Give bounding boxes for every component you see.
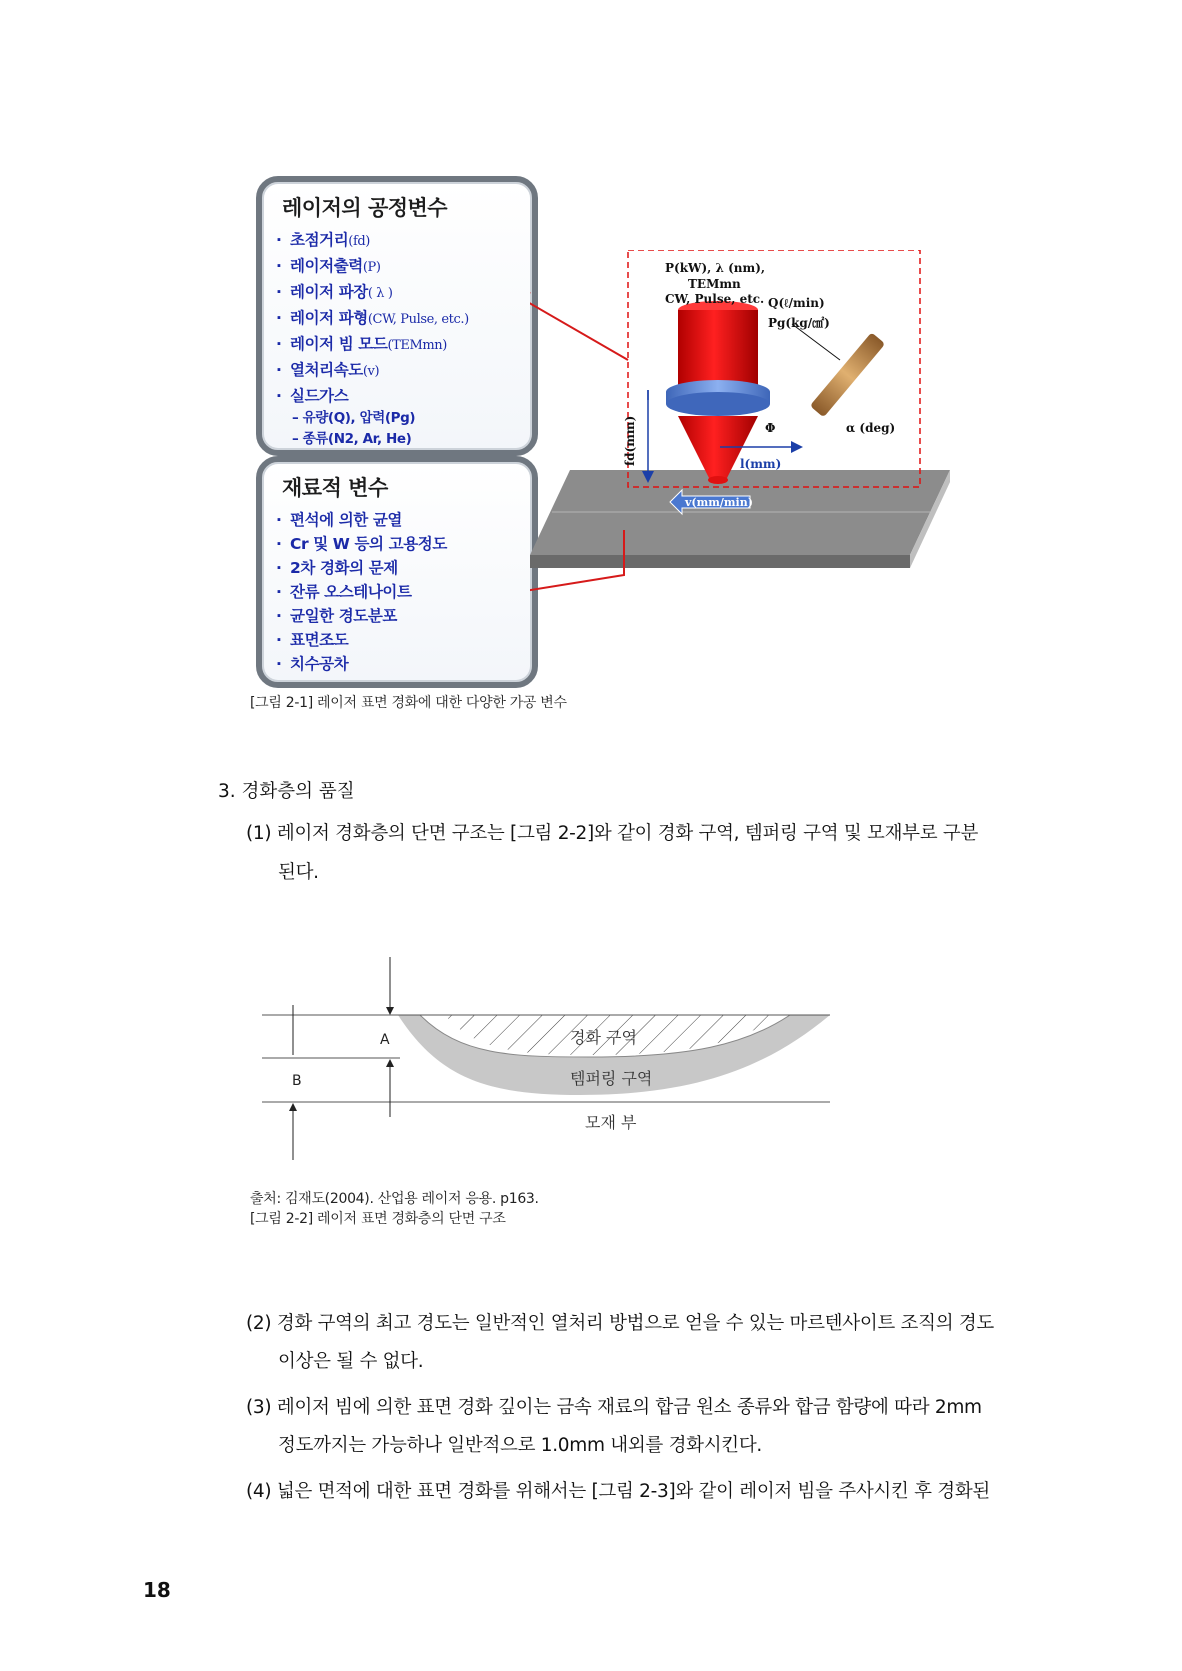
material-param-item: · Cr 및 W 등의 고용정도 [276, 535, 447, 553]
process-params-list [276, 228, 518, 450]
label-phi: Φ [765, 421, 776, 435]
paragraph-2-line-1: (2) 경화 구역의 최고 경도는 일반적인 열처리 방법으로 얻을 수 있는 마르텐사이트 조직의 경도 [246, 1313, 994, 1334]
material-parameters-box [256, 456, 538, 688]
label-focal-distance: fd(mm) [623, 415, 637, 466]
label-laser-power-wavelength: P(kW), λ (nm), [665, 261, 766, 275]
label-hardened-zone: 경화 구역 [570, 1028, 637, 1047]
label-beam-mode: TEMmn [688, 277, 741, 291]
process-param-item: · 레이저출력(P) [276, 257, 381, 275]
paragraph-3-line-2: 정도까지는 가능하나 일반적으로 1.0mm 내외를 경화시킨다. [278, 1435, 763, 1456]
material-param-item: · 잔류 오스테나이트 [276, 583, 412, 601]
process-param-item: · 레이저 파형(CW, Pulse, etc.) [276, 309, 469, 327]
label-waveform: CW, Pulse, etc. [665, 292, 765, 306]
process-param-item: · 열처리속도(v) [276, 361, 380, 379]
hardened-layer-cross-section [250, 945, 850, 1175]
process-box-title: 레이저의 공정변수 [282, 196, 448, 220]
paragraph-4-line-1: (4) 넓은 면적에 대한 표면 경화를 위해서는 [그림 2-3]와 같이 레이저 빔을 주사시킨 후 경화된 [246, 1481, 991, 1502]
figure-2-2-source: 출처: 김재도(2004). 산업용 레이저 응용. p163. [250, 1191, 539, 1207]
process-box-pointer-arrow [530, 293, 628, 360]
label-alpha-angle: α (deg) [846, 421, 896, 435]
process-param-subitem: – 유량(Q), 압력(Pg) [292, 410, 416, 426]
paragraph-3-line-1: (3) 레이저 빔에 의한 표면 경화 깊이는 금속 재료의 합금 원소 종류와 합금 함량에 따라 2mm [246, 1397, 982, 1418]
label-base-metal: 모재 부 [585, 1113, 637, 1132]
label-tempering-zone: 템퍼링 구역 [570, 1069, 653, 1088]
material-param-item: · 2차 경화의 문제 [276, 559, 398, 577]
process-param-item: · 레이저 파장( λ ) [276, 283, 393, 301]
page-number: 18 [143, 1578, 171, 1602]
process-param-subitem: – 종류(N2, Ar, He) [292, 431, 412, 447]
process-param-item: · 실드가스 [276, 387, 349, 405]
process-param-item: · 초점거리(fd) [276, 231, 370, 249]
paragraph-1-line-2: 된다. [278, 862, 319, 883]
label-offset: l(mm) [740, 457, 782, 471]
material-param-item: · 균일한 경도분포 [276, 607, 398, 625]
material-param-item: · 치수공차 [276, 655, 349, 673]
figure-2-2-caption: [그림 2-2] 레이저 표면 경화층의 단면 구조 [250, 1211, 506, 1227]
paragraph-2-line-2: 이상은 될 수 없다. [278, 1351, 424, 1372]
material-param-item: · 편석에 의한 균열 [276, 511, 403, 529]
parameter-region-dashed-frame [628, 250, 920, 487]
material-param-item: · 표면조도 [276, 631, 349, 649]
label-gas-pressure: Pg(kg/㎠) [768, 316, 830, 330]
label-b: B [292, 1073, 302, 1089]
process-parameters-box [256, 176, 538, 456]
shield-gas-nozzle [810, 332, 885, 417]
laser-process-diagram [530, 250, 970, 710]
figure-2-1-caption: [그림 2-1] 레이저 표면 경화에 대한 다양한 가공 변수 [250, 695, 567, 711]
label-gas-flow: Q(ℓ/min) [768, 296, 825, 310]
label-a: A [380, 1032, 390, 1048]
label-velocity: v(mm/min) [685, 496, 753, 509]
material-box-title: 재료적 변수 [282, 476, 388, 500]
section-3-heading: 3. 경화층의 품질 [218, 781, 355, 802]
material-params-list [276, 508, 518, 676]
workpiece-plate [530, 470, 950, 568]
process-param-item: · 레이저 빔 모드(TEMmn) [276, 335, 447, 353]
paragraph-1-line-1: (1) 레이저 경화층의 단면 구조는 [그림 2-2]와 같이 경화 구역, 템퍼링 구역 및 모재부로 구분 [246, 823, 979, 844]
